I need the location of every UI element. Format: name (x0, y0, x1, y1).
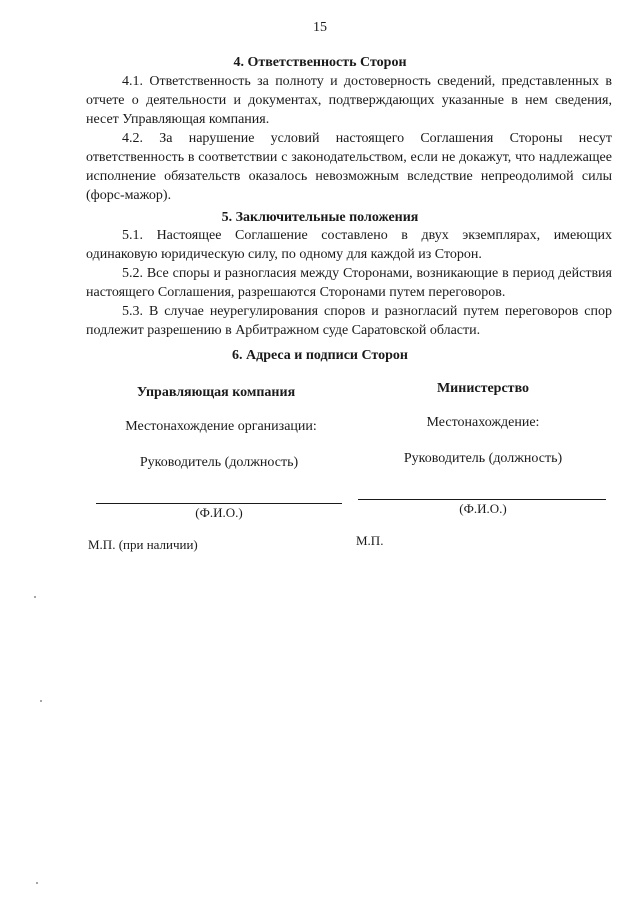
right-signature-line (358, 499, 606, 500)
scan-speck (36, 882, 38, 884)
left-fio-label: (Ф.И.О.) (195, 505, 243, 520)
right-stamp-label: М.П. (356, 533, 384, 548)
left-head-label: Руководитель (должность) (139, 455, 299, 470)
page-number: 15 (313, 20, 327, 35)
left-stamp-label: М.П. (при наличии) (88, 537, 198, 552)
scan-speck (34, 596, 36, 598)
left-signature-line (96, 503, 342, 504)
section-4-paragraph-1: 4.1. Ответственность за полноту и достоверность сведений, представленных в отчете о деятельности и документах, подтверждающих указанные в нем сведения, несет Управляющая компания. (86, 74, 612, 127)
left-location-label: Местонахождение организации: (125, 419, 317, 434)
section-4-title: 4. Ответственность Сторон (233, 55, 407, 70)
right-head-label: Руководитель (должность) (403, 451, 563, 466)
section-4-paragraph-2: 4.2. За нарушение условий настоящего Соглашения Стороны несут ответственность в соответствии с законодательством, если не докажут, что надлежащее исполнение обязательств оказалось невозможным вследствие непреодолимой силы (форс-мажор). (86, 131, 612, 203)
section-5-paragraph-3: 5.3. В случае неурегулирования споров и разногласий путем переговоров спор подлежит разрешению в Арбитражном суде Саратовской области. (86, 304, 612, 338)
section-5-paragraph-1: 5.1. Настоящее Соглашение составлено в двух экземплярах, имеющих одинаковую юридическую силу, по одному для каждой из Сторон. (86, 228, 612, 262)
left-party-name: Управляющая компания (136, 385, 296, 400)
section-5-title: 5. Заключительные положения (221, 210, 419, 225)
right-location-label: Местонахождение: (426, 415, 540, 430)
scan-speck (40, 700, 42, 702)
section-5-paragraph-2: 5.2. Все споры и разногласия между Сторонами, возникающие в период действия настоящего Соглашения, разрешаются Сторонами путем переговоров. (86, 266, 612, 300)
section-6-title: 6. Адреса и подписи Сторон (232, 348, 408, 363)
right-party-name: Министерство (436, 381, 530, 396)
right-fio-label: (Ф.И.О.) (459, 501, 507, 516)
